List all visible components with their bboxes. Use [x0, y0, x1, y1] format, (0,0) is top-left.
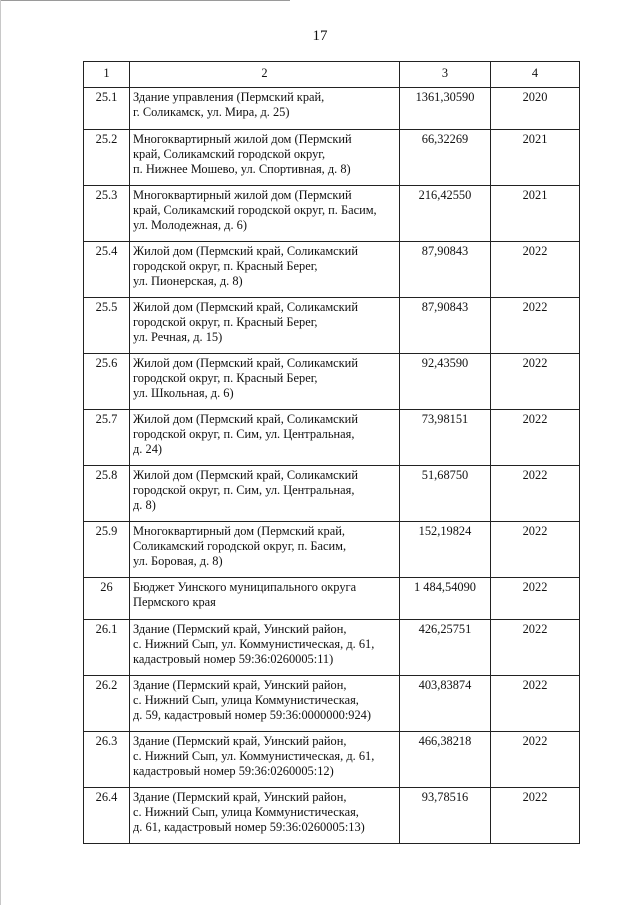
description-line: ул. Школьная, д. 6): [133, 386, 234, 400]
description-line: городской округ, п. Сим, ул. Центральная,: [133, 483, 355, 497]
description-line: край, Соликамский городской округ, п. Басим,: [133, 203, 377, 217]
object-description-cell: [130, 732, 400, 788]
amount-cell: 152,19824: [400, 522, 491, 578]
description-line: г. Соликамск, ул. Мира, д. 25): [133, 105, 290, 119]
table-row: [84, 676, 580, 732]
description-line: городской округ, п. Красный Берег,: [133, 371, 318, 385]
description-line: Пермского края: [133, 595, 216, 609]
header-cell-col1: 1: [84, 62, 130, 88]
description-line: городской округ, п. Красный Берег,: [133, 259, 318, 273]
description-line: Жилой дом (Пермский край, Соликамский: [133, 412, 358, 426]
object-description-cell: [130, 522, 400, 578]
row-number-cell: 26: [84, 578, 130, 620]
page-edge-rule-top: [0, 0, 290, 1]
object-description-cell: [130, 186, 400, 242]
objects-table: [83, 61, 580, 844]
object-description-cell: [130, 578, 400, 620]
table-row: [84, 242, 580, 298]
header-cell-col3: 3: [400, 62, 491, 88]
object-description-cell: [130, 466, 400, 522]
year-cell: 2022: [491, 788, 580, 844]
row-number-cell: 25.5: [84, 298, 130, 354]
table-row: [84, 88, 580, 130]
description-line: Жилой дом (Пермский край, Соликамский: [133, 356, 358, 370]
table-row: [84, 620, 580, 676]
year-cell: 2022: [491, 522, 580, 578]
year-cell: 2022: [491, 676, 580, 732]
row-number-cell: 26.3: [84, 732, 130, 788]
object-description-cell: [130, 676, 400, 732]
description-line: Жилой дом (Пермский край, Соликамский: [133, 300, 358, 314]
description-line: Жилой дом (Пермский край, Соликамский: [133, 244, 358, 258]
description-line: Многоквартирный жилой дом (Пермский: [133, 132, 352, 146]
page-number: 17: [312, 28, 328, 44]
description-line: ул. Пионерская, д. 8): [133, 274, 243, 288]
description-line: кадастровый номер 59:36:0260005:11): [133, 652, 334, 666]
description-line: д. 61, кадастровый номер 59:36:0260005:13): [133, 820, 365, 834]
amount-cell: 66,32269: [400, 130, 491, 186]
object-description-cell: [130, 410, 400, 466]
row-number-cell: 26.2: [84, 676, 130, 732]
year-cell: 2020: [491, 88, 580, 130]
description-line: Здание управления (Пермский край,: [133, 90, 325, 104]
table-row: [84, 466, 580, 522]
description-line: городской округ, п. Красный Берег,: [133, 315, 318, 329]
year-cell: 2022: [491, 732, 580, 788]
year-cell: 2022: [491, 298, 580, 354]
description-line: Соликамский городской округ, п. Басим,: [133, 539, 347, 553]
amount-cell: 93,78516: [400, 788, 491, 844]
year-cell: 2021: [491, 186, 580, 242]
description-line: ул. Молодежная, д. 6): [133, 218, 248, 232]
amount-cell: 51,68750: [400, 466, 491, 522]
header-cell-col2: 2: [130, 62, 400, 88]
year-cell: 2022: [491, 466, 580, 522]
description-line: Многоквартирный жилой дом (Пермский: [133, 188, 352, 202]
description-line: ул. Боровая, д. 8): [133, 554, 223, 568]
description-line: д. 24): [133, 442, 163, 456]
amount-cell: 92,43590: [400, 354, 491, 410]
table-row: [84, 298, 580, 354]
table-row: [84, 410, 580, 466]
amount-cell: 1361,30590: [400, 88, 491, 130]
description-line: Здание (Пермский край, Уинский район,: [133, 622, 347, 636]
description-line: городской округ, п. Сим, ул. Центральная,: [133, 427, 355, 441]
table-row: [84, 732, 580, 788]
row-number-cell: 25.3: [84, 186, 130, 242]
table-row: [84, 354, 580, 410]
table-header-row: [84, 62, 580, 88]
row-number-cell: 25.1: [84, 88, 130, 130]
object-description-cell: [130, 354, 400, 410]
amount-cell: 466,38218: [400, 732, 491, 788]
amount-cell: 1 484,54090: [400, 578, 491, 620]
description-line: Многоквартирный дом (Пермский край,: [133, 524, 345, 538]
amount-cell: 403,83874: [400, 676, 491, 732]
year-cell: 2021: [491, 130, 580, 186]
table-row: [84, 788, 580, 844]
description-line: Бюджет Уинского муниципального округа: [133, 580, 357, 594]
row-number-cell: 25.7: [84, 410, 130, 466]
object-description-cell: [130, 130, 400, 186]
table-row: [84, 522, 580, 578]
description-line: Здание (Пермский край, Уинский район,: [133, 734, 347, 748]
description-line: д. 8): [133, 498, 156, 512]
object-description-cell: [130, 242, 400, 298]
amount-cell: 426,25751: [400, 620, 491, 676]
description-line: Здание (Пермский край, Уинский район,: [133, 678, 347, 692]
table-row: [84, 130, 580, 186]
description-line: д. 59, кадастровый номер 59:36:0000000:924): [133, 708, 371, 722]
table-row: [84, 186, 580, 242]
description-line: с. Нижний Сып, улица Коммунистическая,: [133, 805, 359, 819]
object-description-cell: [130, 298, 400, 354]
description-line: Жилой дом (Пермский край, Соликамский: [133, 468, 358, 482]
description-line: с. Нижний Сып, ул. Коммунистическая, д. 61,: [133, 637, 375, 651]
description-line: с. Нижний Сып, ул. Коммунистическая, д. 61,: [133, 749, 375, 763]
row-number-cell: 25.2: [84, 130, 130, 186]
object-description-cell: [130, 788, 400, 844]
row-number-cell: 25.4: [84, 242, 130, 298]
year-cell: 2022: [491, 578, 580, 620]
amount-cell: 216,42550: [400, 186, 491, 242]
year-cell: 2022: [491, 354, 580, 410]
object-description-cell: [130, 88, 400, 130]
row-number-cell: 26.4: [84, 788, 130, 844]
description-line: кадастровый номер 59:36:0260005:12): [133, 764, 334, 778]
year-cell: 2022: [491, 242, 580, 298]
row-number-cell: 26.1: [84, 620, 130, 676]
description-line: ул. Речная, д. 15): [133, 330, 223, 344]
page-edge-rule-left: [0, 0, 1, 905]
row-number-cell: 25.6: [84, 354, 130, 410]
header-cell-col4: 4: [491, 62, 580, 88]
object-description-cell: [130, 620, 400, 676]
row-number-cell: 25.9: [84, 522, 130, 578]
year-cell: 2022: [491, 620, 580, 676]
amount-cell: 73,98151: [400, 410, 491, 466]
row-number-cell: 25.8: [84, 466, 130, 522]
table-row: [84, 578, 580, 620]
description-line: Здание (Пермский край, Уинский район,: [133, 790, 347, 804]
amount-cell: 87,90843: [400, 298, 491, 354]
objects-table-body: [84, 62, 580, 844]
year-cell: 2022: [491, 410, 580, 466]
description-line: п. Нижнее Мошево, ул. Спортивная, д. 8): [133, 162, 351, 176]
description-line: с. Нижний Сып, улица Коммунистическая,: [133, 693, 359, 707]
amount-cell: 87,90843: [400, 242, 491, 298]
description-line: край, Соликамский городской округ,: [133, 147, 326, 161]
